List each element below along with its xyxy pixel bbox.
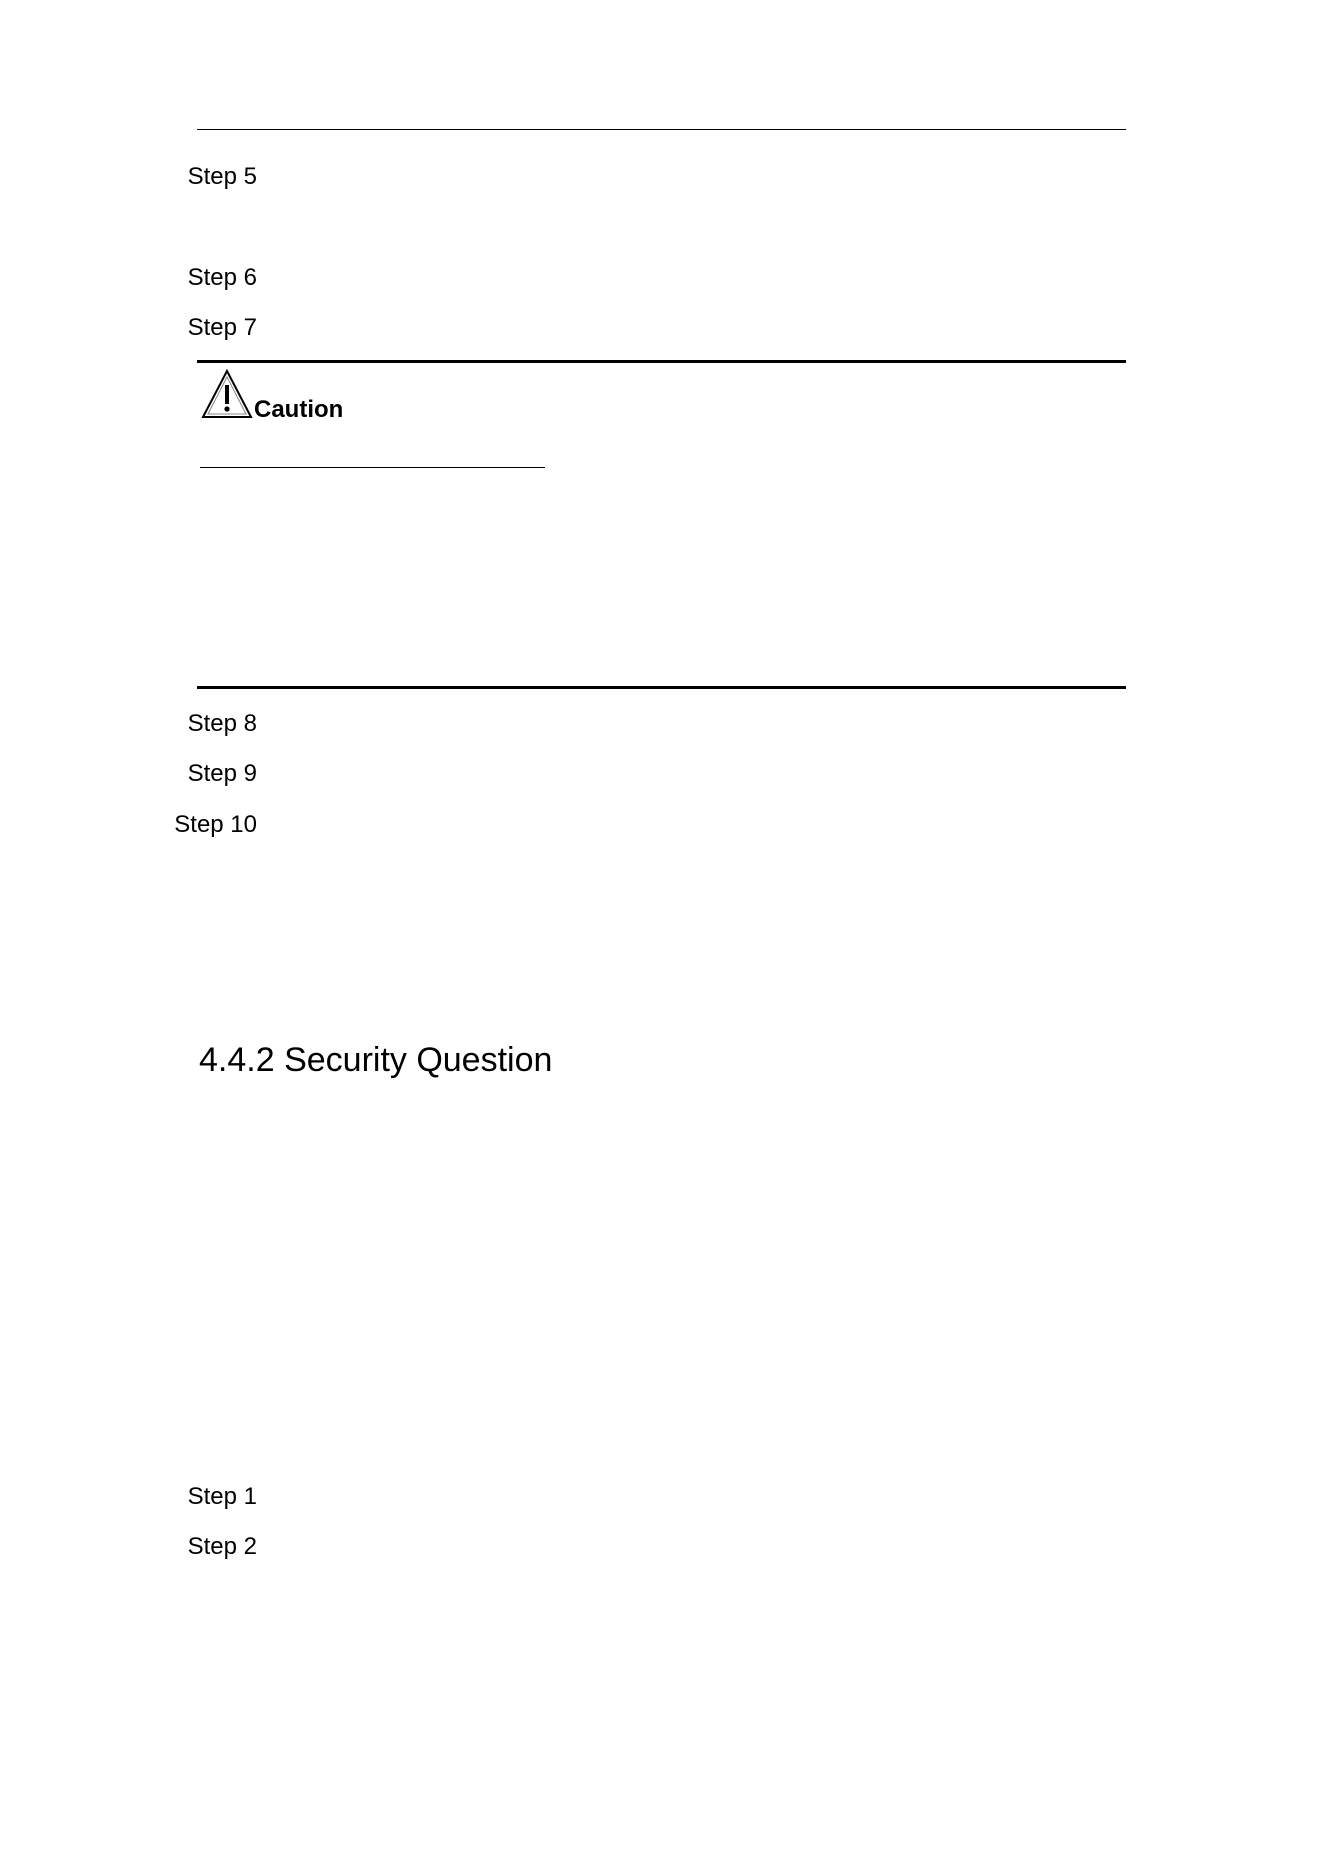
step-10-label: Step 10: [174, 811, 257, 838]
step-2-label: Step 2: [187, 1533, 257, 1560]
step-6-label: Step 6: [187, 264, 257, 291]
step-7-label: Step 7: [187, 314, 257, 341]
caution-label: Caution: [254, 396, 344, 423]
step-8-label: Step 8: [187, 710, 257, 737]
step-1-label: Step 1: [187, 1483, 257, 1510]
caution-bottom-border: [197, 686, 1126, 689]
caution-underline: [200, 467, 545, 468]
section-heading: 4.4.2 Security Question: [199, 1041, 553, 1079]
warning-triangle-icon: [200, 368, 256, 420]
caution-notice: [200, 368, 344, 423]
top-divider: [197, 129, 1126, 130]
step-9-label: Step 9: [187, 760, 257, 787]
step-5-label: Step 5: [187, 163, 257, 190]
caution-top-border: [197, 360, 1126, 363]
